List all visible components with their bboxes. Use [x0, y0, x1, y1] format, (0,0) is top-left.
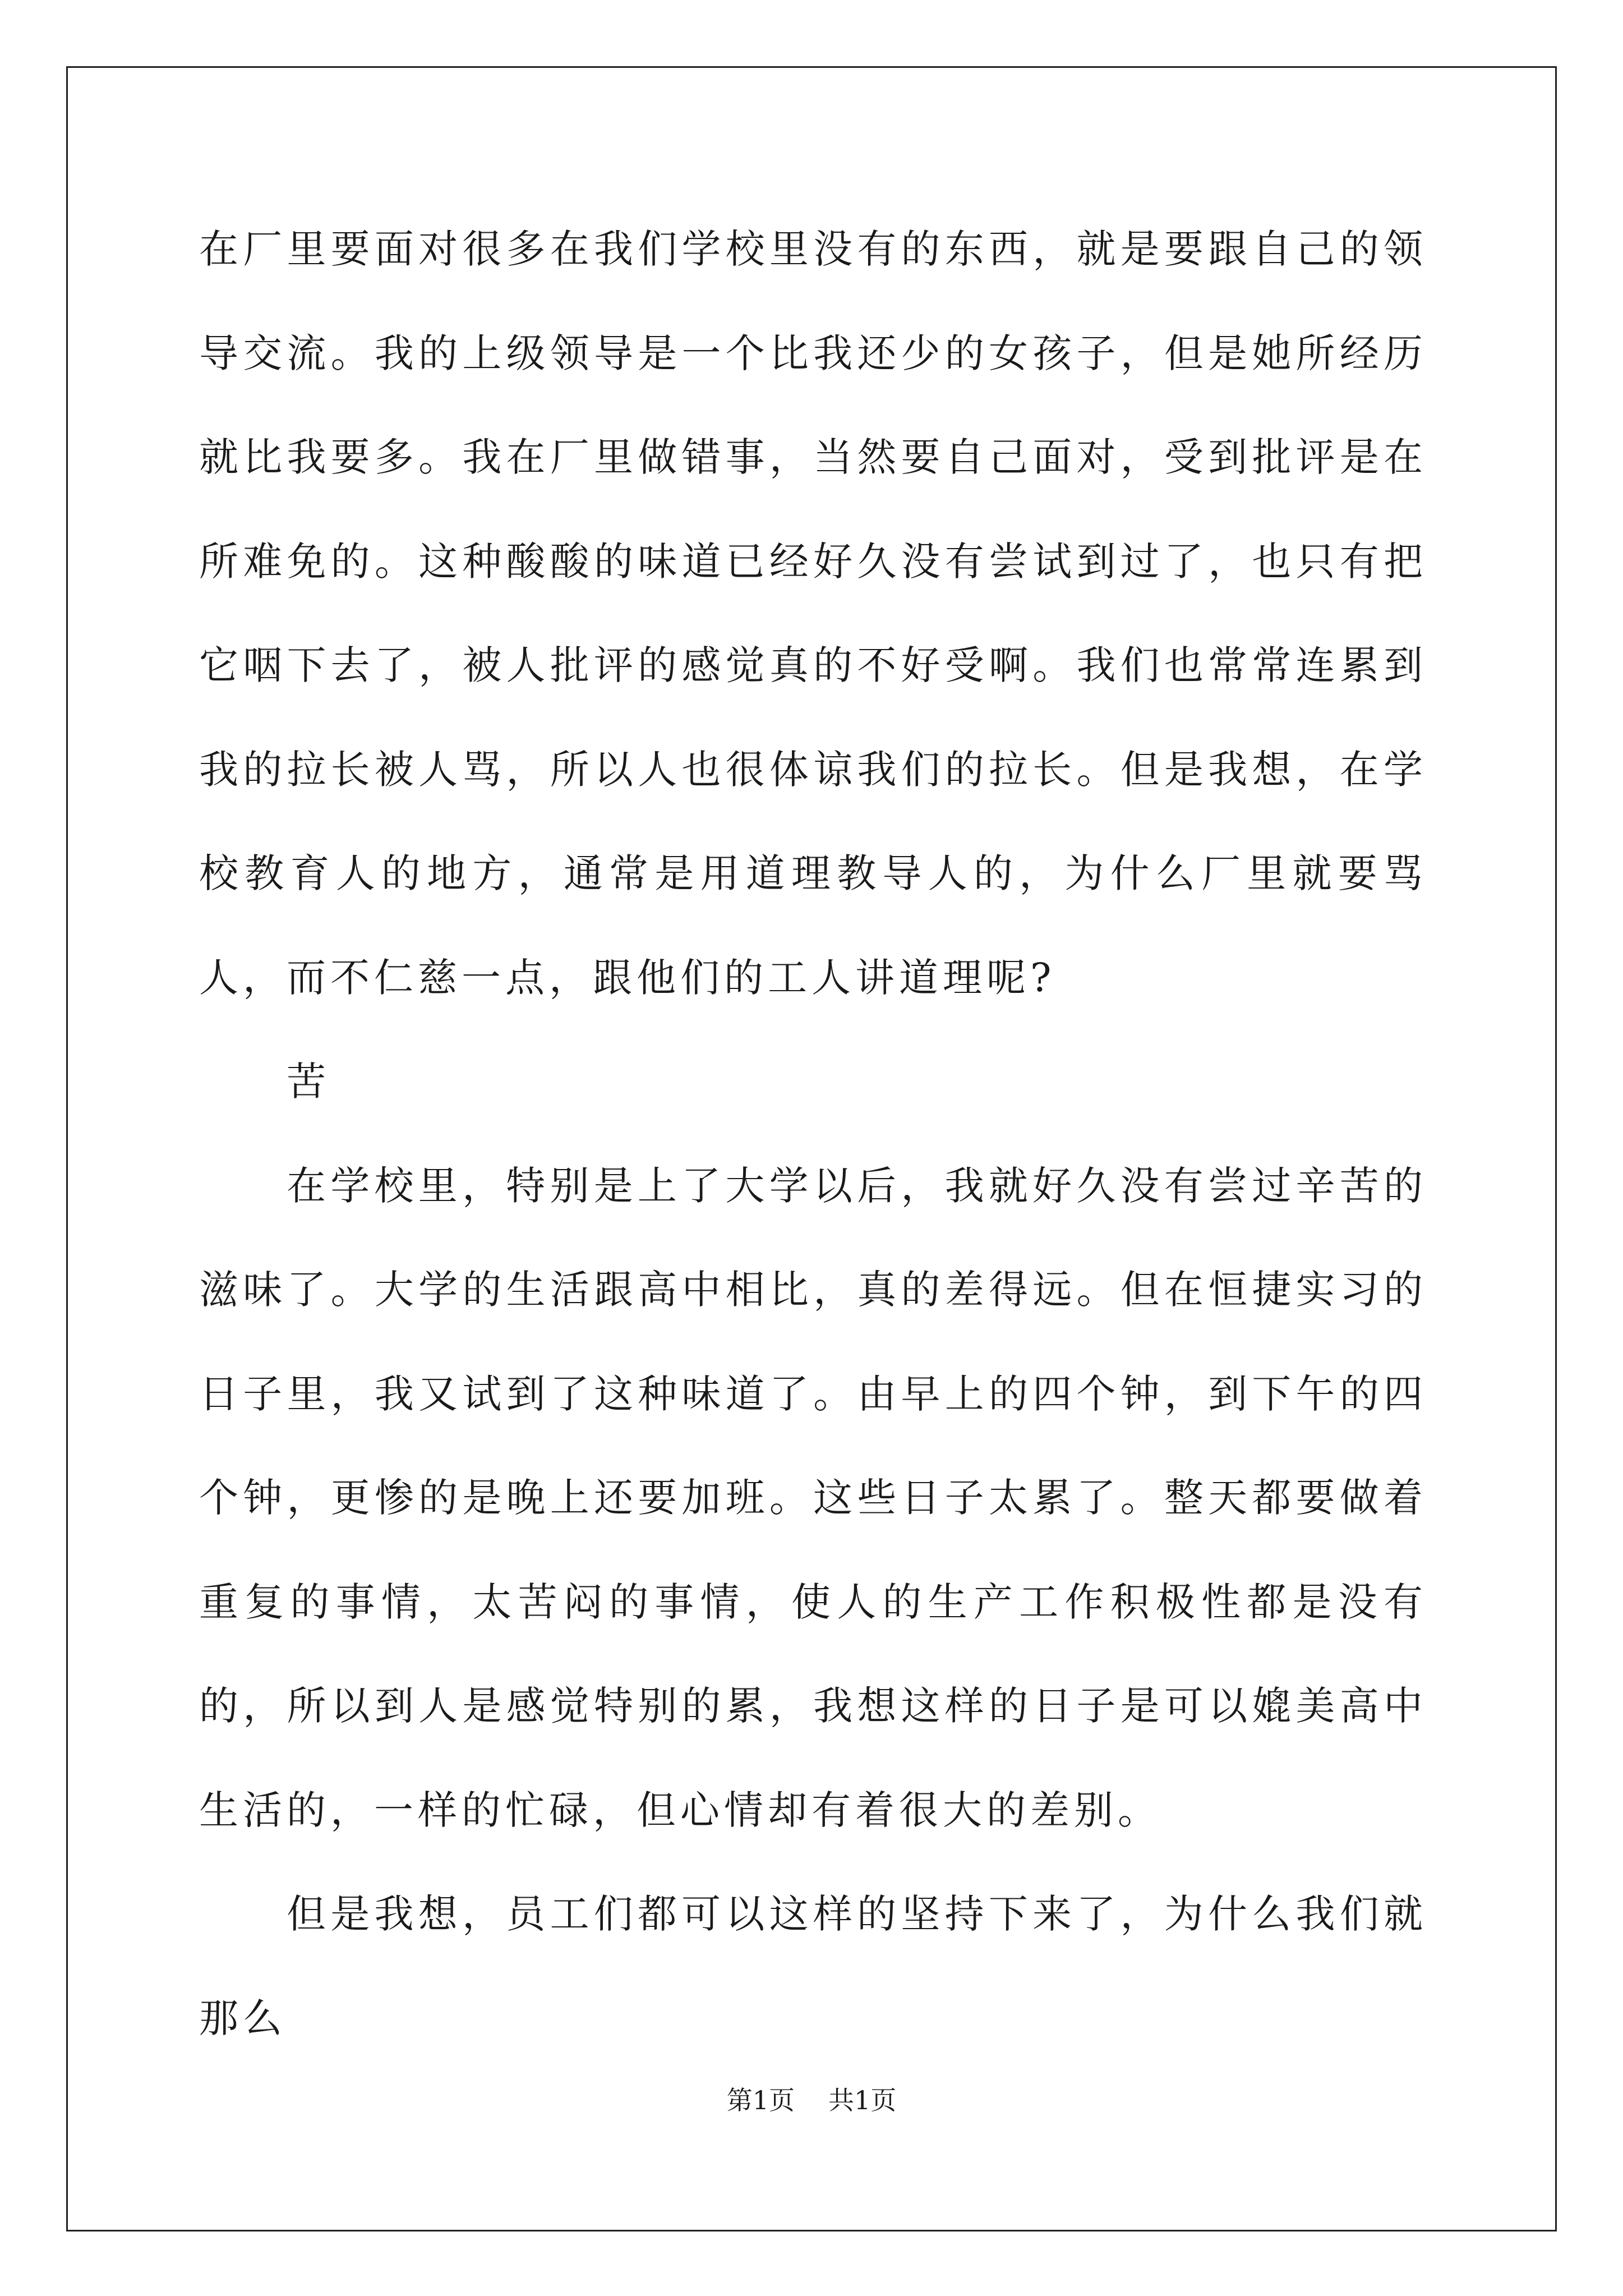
page-total: 共1页 [828, 2085, 897, 2115]
page-number: 第1页 [726, 2085, 795, 2115]
document-body [199, 197, 1427, 2070]
paragraph-3: 但是我想，员工们都可以这样的坚持下来了，为什么我们就那么 [199, 1891, 1427, 2041]
page-footer [0, 2083, 1623, 2117]
paragraph-1: 在厂里要面对很多在我们学校里没有的东西，就是要跟自己的领导交流。我的上级领导是一个比我还少的女孩子，但是她所经历就比我要多。我在厂里做错事，当然要自己面对，受到批评是在所难免的。这种酸酸的味道已经好久没有尝试到过了，也只有把它咽下去了，被人批评的感觉真的不好受啊。我们也常常连累到我的拉长被人骂，所以人也很体谅我们的拉长。但是我想，在学校教育人的地方，通常是用道理教导人的，为什么厂里就要骂人，而不仁慈一点，跟他们的工人讲道理呢? [199, 226, 1427, 1001]
paragraph-2: 在学校里，特别是上了大学以后，我就好久没有尝过辛苦的滋味了。大学的生活跟高中相比，真的差得远。但在恒捷实习的日子里，我又试到了这种味道了。由早上的四个钟，到下午的四个钟，更惨的是晚上还要加班。这些日子太累了。整天都要做着重复的事情，太苦闷的事情，使人的生产工作积极性都是没有的，所以到人是感觉特别的累，我想这样的日子是可以媲美高中生活的，一样的忙碌，但心情却有着很大的差别。 [199, 1162, 1427, 1833]
section-heading-ku: 苦 [287, 1059, 330, 1105]
